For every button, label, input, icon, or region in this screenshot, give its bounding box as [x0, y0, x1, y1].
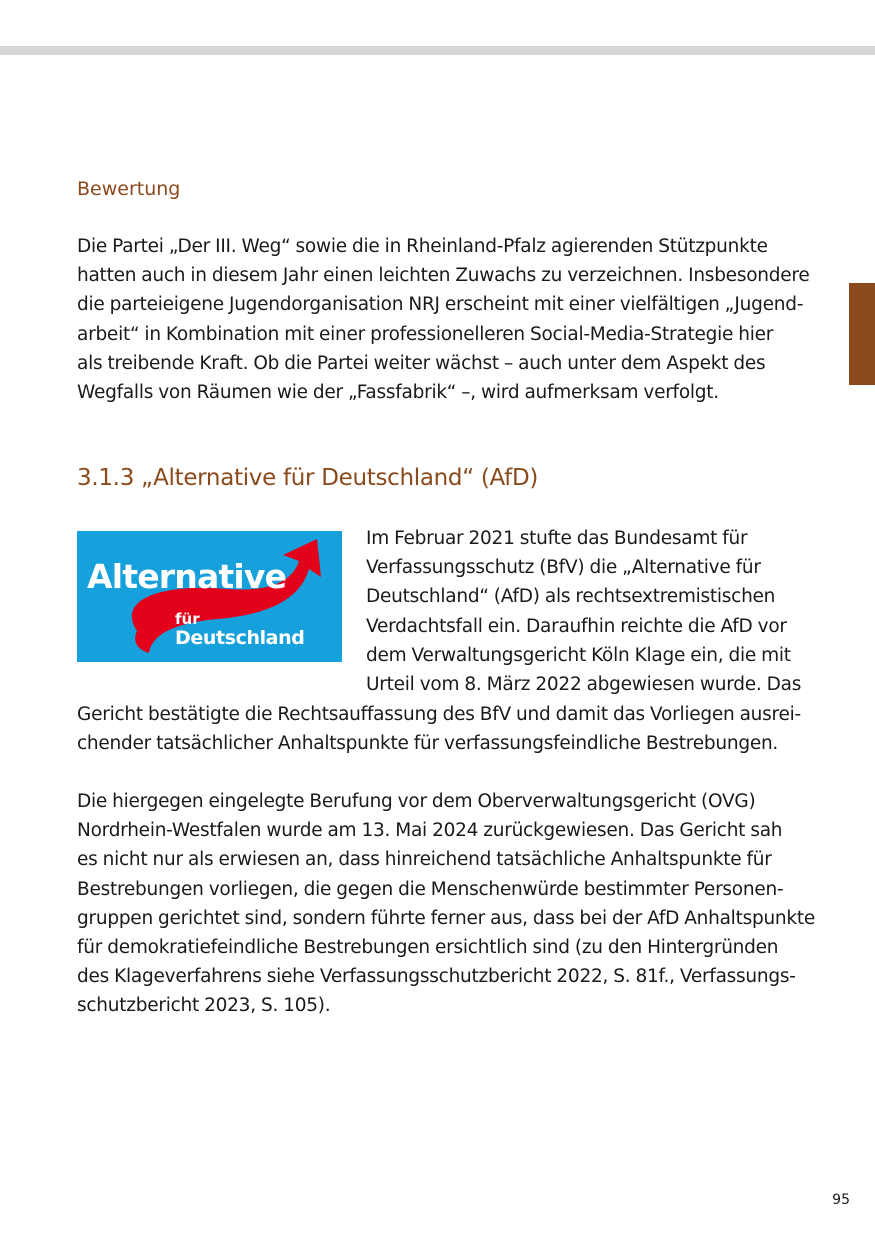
paragraph-afd-appeal [77, 787, 815, 1021]
text-line: für demokratiefeindliche Bestrebungen ersichtlich sind (zu den Hintergründen [77, 937, 779, 959]
text-line: Die hiergegen eingelegte Berufung vor dem Oberverwaltungsgericht (OVG) [77, 791, 756, 812]
paragraph-bewertung [77, 232, 810, 407]
chapter-marker-tab [849, 283, 875, 385]
section-title: 3.1.3 „Alternative für Deutschland“ (AfD) [77, 465, 539, 491]
text-line: Nordrhein-Westfalen wurde am 13. Mai 2024 zurückgewiesen. Das Gericht sah [77, 820, 783, 842]
text-line: gruppen gerichtet sind, sondern führte ferner aus, dass bei der AfD Anhaltspunkte [77, 907, 815, 929]
text-line: Verfassungsschutz (BfV) die „Alternative für [366, 557, 761, 579]
text-line: es nicht nur als erwiesen an, dass hinreichend tatsächliche Anhaltspunkte für [77, 849, 772, 871]
logo-word-alternative: Alternative [87, 557, 287, 596]
text-line: Deutschland“ (AfD) als rechtsextremistischen [366, 586, 776, 608]
paragraph-afd-intro-continued [77, 700, 807, 758]
afd-logo [77, 531, 342, 662]
text-line: hatten auch in diesem Jahr einen leichten Zuwachs zu verzeichnen. Insbesondere [77, 265, 810, 287]
text-line: die parteieigene Jugendorganisation NRJ erscheint mit einer vielfältigen „Jugend- [77, 294, 804, 316]
text-line: arbeit“ in Kombination mit einer professionelleren Social-Media-Strategie hier [77, 323, 774, 345]
page-number: 95 [832, 1192, 850, 1208]
text-line: schutzbericht 2023, S. 105). [77, 995, 331, 1017]
subheading-bewertung: Bewertung [77, 178, 181, 200]
text-line: dem Verwaltungsgericht Köln Klage ein, die mit [366, 644, 791, 666]
text-line: als treibende Kraft. Ob die Partei weiter wächst – auch unter dem Aspekt des [77, 352, 766, 374]
text-line: Die Partei „Der III. Weg“ sowie die in Rheinland-Pfalz agierenden Stützpunkte [77, 236, 768, 257]
text-line: Urteil vom 8. März 2022 abgewiesen wurde. Das [366, 674, 802, 696]
paragraph-afd-intro [366, 524, 806, 699]
text-line: Wegfalls von Räumen wie der „Fassfabrik“ –, wird aufmerksam verfolgt. [77, 382, 719, 404]
text-line: Bestrebungen vorliegen, die gegen die Menschenwürde bestimmter Personen- [77, 878, 784, 900]
text-line: Gericht bestätigte die Rechtsauffassung des BfV und damit das Vorliegen ausrei- [77, 704, 801, 725]
header-rule [0, 46, 875, 55]
logo-word-fuer: für [175, 610, 200, 628]
text-line: Im Februar 2021 stufte das Bundesamt für [366, 528, 748, 549]
text-line: chender tatsächlicher Anhaltspunkte für verfassungsfeindliche Bestrebungen. [77, 733, 779, 755]
text-line: des Klageverfahrens siehe Verfassungsschutzbericht 2022, S. 81f., Verfassungs- [77, 966, 796, 988]
logo-word-deutschland: Deutschland [175, 627, 305, 649]
text-line: Verdachtsfall ein. Daraufhin reichte die AfD vor [366, 615, 787, 637]
